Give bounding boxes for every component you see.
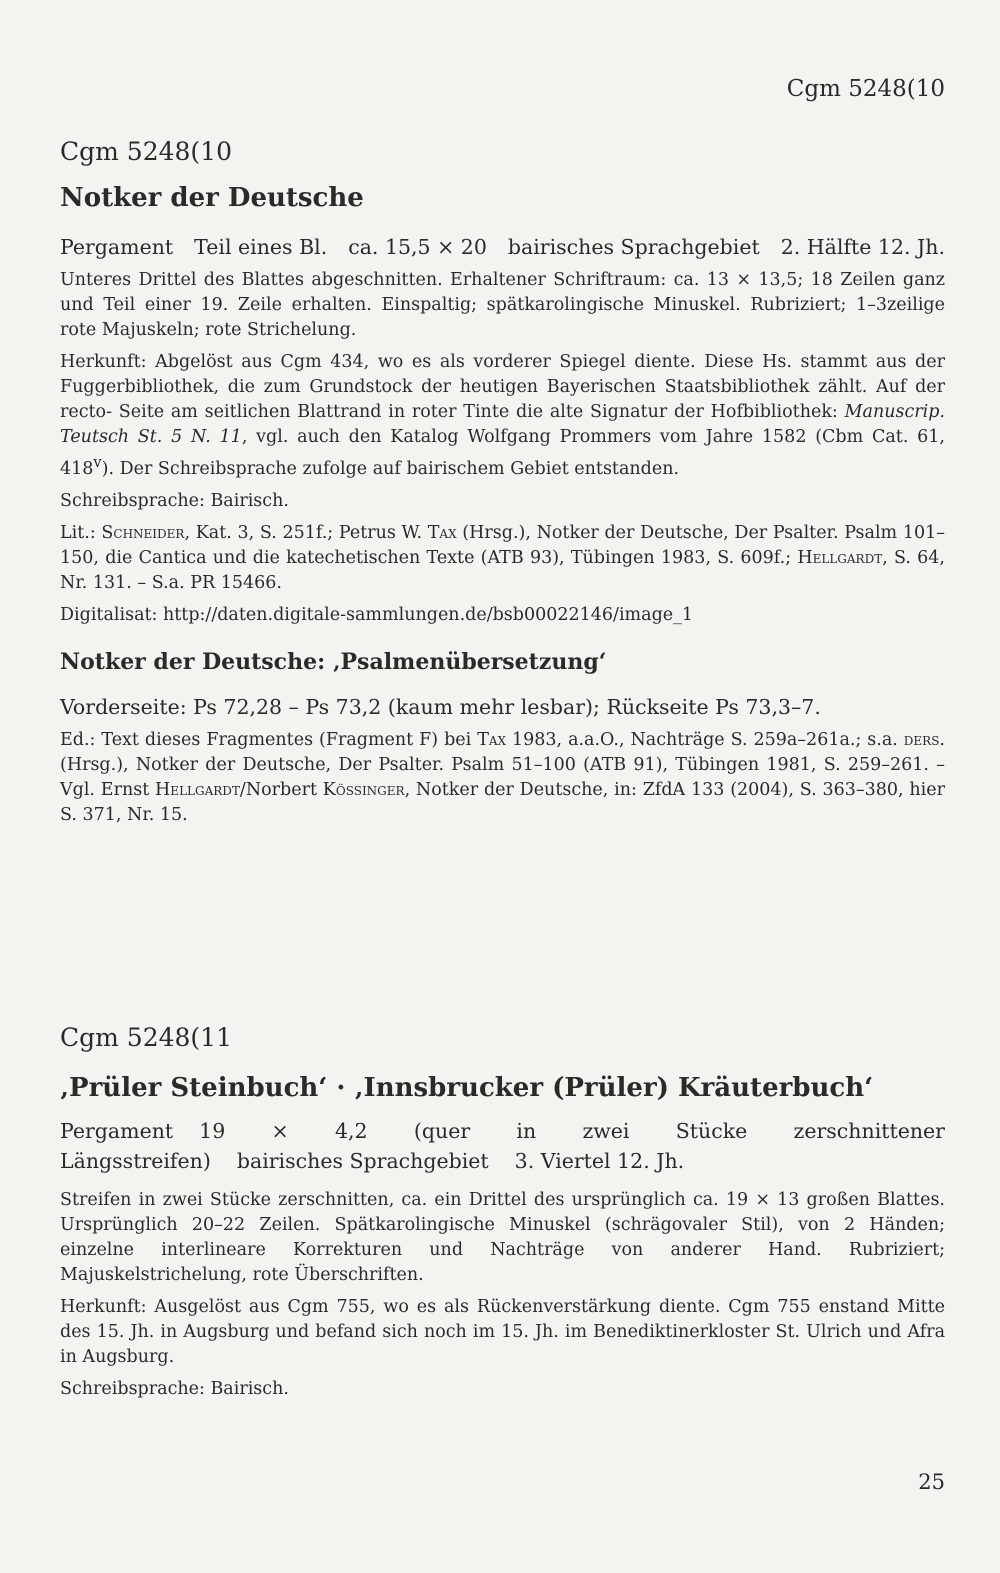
meta-date: 3. Viertel 12. Jh. xyxy=(514,1149,685,1173)
meta-language: bairisches Sprachgebiet xyxy=(236,1149,489,1173)
entry-cgm-5248-10 xyxy=(60,134,945,828)
entry-provenance: Herkunft: Abgelöst aus Cgm 434, wo es als vorderer Spiegel diente. Diese Hs. stammt aus der Fuggerbibliothek, die zum Grundstock der heutigen Bayerischen Staatsbibliothek zählt. Auf der recto- Seite am seitlichen Blattrand in roter Tinte die alte Signatur der Hofbibliothek: Manuscrip. Teutsch St. 5 N. 11, vgl. auch den Katalog Wolfgang Prommers vom Jahre 1582 (Cbm Cat. 61, 418$^v$). Der Schreibsprache zufolge auf bairischem Gebiet entstanden. xyxy=(60,352,945,479)
page xyxy=(60,0,945,1573)
entry-description: Streifen in zwei Stücke zerschnitten, ca. ein Drittel des ursprünglich ca. 19 × 13 großen Blattes. Ursprünglich 20–22 Zeilen. Spätkarolingische Minuskel (schrägovaler Stil), von 2 Händen; einzelne interlineare Korrekturen und Nachträge von anderer Hand. Rubriziert; Majuskelstrichelung, rote Überschriften. xyxy=(60,1190,945,1285)
meta-material: Pergament xyxy=(60,1119,174,1143)
page-number: 25 xyxy=(918,1470,945,1494)
meta-date: 2. Hälfte 12. Jh. xyxy=(780,235,945,259)
work-title: Notker der Deutsche: ‚Psalmenübersetzung‘ xyxy=(60,648,607,675)
entry-script-language: Schreibsprache: Bairisch. xyxy=(60,490,289,511)
old-shelfmark: Manuscrip. Teutsch St. 5 N. 11 xyxy=(60,402,945,447)
meta-extent: Teil eines Bl. xyxy=(194,235,328,259)
entry-provenance: Herkunft: Ausgelöst aus Cgm 755, wo es als Rückenverstärkung diente. Cgm 755 enstand Mitte des 15. Jh. in Augsburg und befand sich noch im 15. Jh. im Benediktinerkloster St. Ulrich und Afra in Augsburg. xyxy=(60,1297,945,1367)
entry-title: Notker der Deutsche xyxy=(60,183,364,213)
entry-signature: Cgm 5248(10 xyxy=(60,137,232,166)
entry-literature: Lit.: Schneider, Kat. 3, S. 251f.; Petrus W. Tax (Hrsg.), Notker der Deutsche, Der Psalter. Psalm 101–150, die Cantica und die katechetischen Texte (ATB 93), Tübingen 1983, S. 609f.; Hellgardt, S. 64, Nr. 131. – S.a. PR 15466. xyxy=(60,522,945,593)
work-contents: Vorderseite: Ps 72,28 – Ps 73,2 (kaum mehr lesbar); Rückseite Ps 73,3–7. xyxy=(60,694,821,719)
meta-material: Pergament xyxy=(60,235,174,259)
meta-language: bairisches Sprachgebiet xyxy=(507,235,760,259)
entry-meta xyxy=(60,1116,945,1176)
entry-script-language: Schreibsprache: Bairisch. xyxy=(60,1379,289,1399)
meta-size: ca. 15,5 × 20 xyxy=(348,235,487,259)
entry-description: Unteres Drittel des Blattes abgeschnitten. Erhaltener Schriftraum: ca. 13 × 13,5; 18 Zeilen ganz und Teil einer 19. Zeile erhalten. Einspaltig; spätkarolingische Minuskel. Rubriziert; 1–3zeilige rote Majuskeln; rote Strichelung. xyxy=(60,270,945,340)
entry-cgm-5248-11 xyxy=(60,1020,945,1402)
entry-signature: Cgm 5248(11 xyxy=(60,1023,232,1052)
entry-meta xyxy=(60,232,945,262)
entry-digitalisat: Digitalisat: http://daten.digitale-sammlungen.de/bsb00022146/image_1 xyxy=(60,604,694,625)
entry-title: ‚Prüler Steinbuch‘ · ‚Innsbrucker (Prüler) Kräuterbuch‘ xyxy=(60,1073,874,1103)
meta-size: 19 × 4,2 (quer in zwei Stücke zerschnittener Längsstreifen) xyxy=(60,1119,945,1173)
running-head: Cgm 5248(10 xyxy=(786,76,945,102)
work-editions: Ed.: Text dieses Fragmentes (Fragment F) bei Tax 1983, a.a.O., Nachträge S. 259a–261a.; s.a. ders. (Hrsg.), Notker der Deutsche, Der Psalter. Psalm 51–100 (ATB 91), Tübingen 1981, S. 259–261. – Vgl. Ernst Hellgardt/Norbert Kössinger, Notker der Deutsche, in: ZfdA 133 (2004), S. 363–380, hier S. 371, Nr. 15. xyxy=(60,729,945,825)
